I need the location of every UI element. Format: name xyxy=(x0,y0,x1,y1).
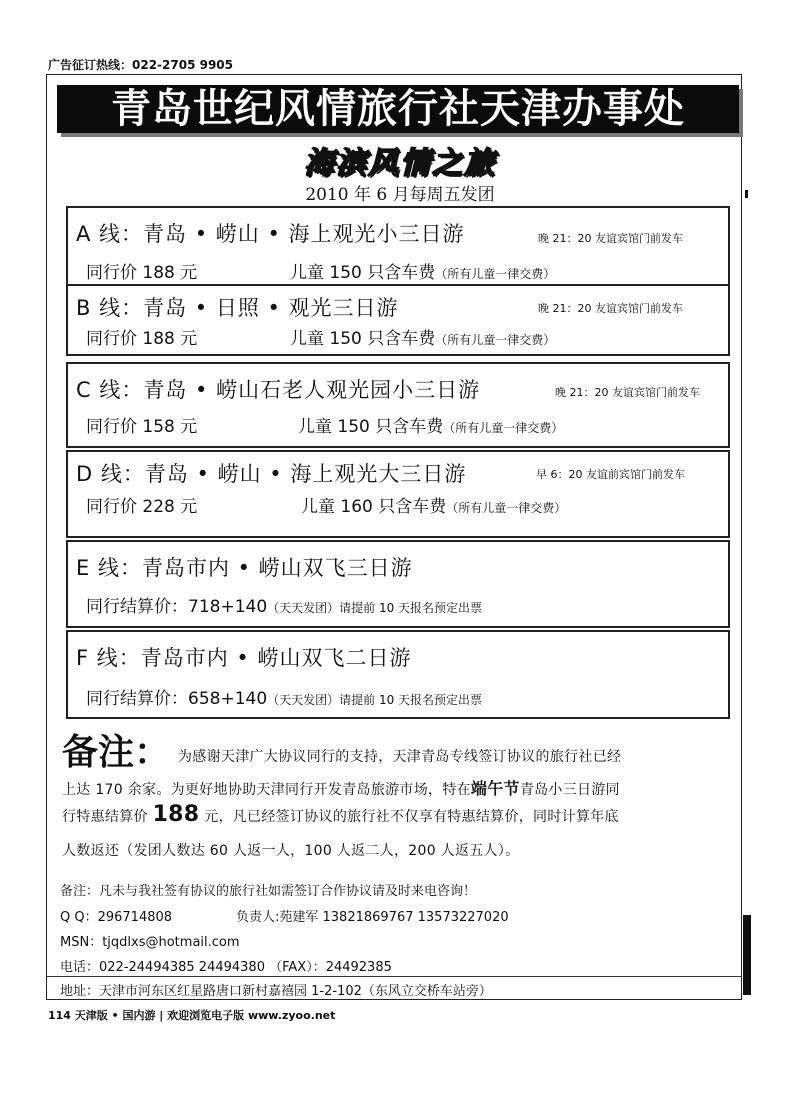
settlement-price: 同行结算价：658+140 xyxy=(86,689,268,709)
remarks-line-1: 为感谢天津广大协议同行的支持，天津青岛专线签订协议的旅行社已经 xyxy=(178,749,622,765)
child-price-note: （所有儿童一律交费） xyxy=(435,333,556,347)
child-price-note: （所有儿童一律交费） xyxy=(446,501,567,515)
contact-address: 地址：天津市河东区红星路唐口新村嘉禧园 1-2-102（东风立交桥车站旁） xyxy=(60,984,492,999)
contact-person: 负责人:苑建军 13821869767 13573227020 xyxy=(236,910,509,925)
remarks-line-4: 人数返还（发团人数达 60 人返一人，100 人返二人，200 人返五人）。 xyxy=(62,843,520,859)
route-child-price xyxy=(301,492,566,517)
child-price-text: 儿童 150 只含车费 xyxy=(290,329,436,349)
route-list xyxy=(66,206,730,719)
settlement-note: （天天发团）请提前 10 天报名预定出票 xyxy=(267,601,483,615)
contact-note: 备注：凡未与我社签有协议的旅行社如需签订合作协议请及时来电咨询！ xyxy=(60,884,477,899)
subtitle: 海滨风情之旅 xyxy=(304,146,496,181)
route-settlement xyxy=(86,592,482,617)
remarks-text: 行特惠结算价 xyxy=(62,809,153,825)
route-departure: 晚 21：20 友谊宾馆门前发车 xyxy=(538,302,683,315)
route-card-d xyxy=(66,450,730,538)
route-child-price xyxy=(290,258,555,283)
route-name: F 线：青岛市内 • 崂山双飞二日游 xyxy=(76,646,412,670)
route-name: B 线：青岛 • 日照 • 观光三日游 xyxy=(76,296,399,320)
contact-phone: 电话：022-24494385 24494380 （FAX）：24492385 xyxy=(60,960,392,975)
route-child-price xyxy=(298,412,563,437)
child-price-note: （所有儿童一律交费） xyxy=(435,267,556,281)
remarks-text: 元，凡已经签订协议的旅行社不仅享有特惠结算价，同时计算年底 xyxy=(199,809,619,825)
child-price-text: 儿童 160 只含车费 xyxy=(301,497,447,517)
page-footer: 114 天津版 • 国内游 | 欢迎浏览电子版 www.zyoo.net xyxy=(48,1009,336,1022)
route-departure: 早 6：20 友谊前宾馆门前发车 xyxy=(536,468,685,481)
remarks-text: 上达 170 余家。为更好地协助天津同行开发青岛旅游市场，特在 xyxy=(62,782,471,798)
route-price: 同行价 188 元 xyxy=(86,263,198,283)
child-price-note: （所有儿童一律交费） xyxy=(443,421,564,435)
contact-qq: Q Q：296714808 xyxy=(60,910,173,925)
banner-title: 青岛世纪风情旅行社天津办事处 xyxy=(57,85,739,133)
route-card-f xyxy=(66,630,730,719)
route-card-a xyxy=(66,206,730,286)
route-price: 同行价 158 元 xyxy=(86,417,198,437)
date-line: 2010 年 6 月每周五发团 xyxy=(305,185,495,205)
remarks-heading: 备注： xyxy=(62,732,171,773)
remarks-text: 青岛小三日游同 xyxy=(519,782,620,798)
route-name: E 线：青岛市内 • 崂山双飞三日游 xyxy=(76,556,413,580)
settlement-note: （天天发团）请提前 10 天报名预定出票 xyxy=(267,693,483,707)
divider xyxy=(46,976,742,977)
remarks-line-3 xyxy=(62,802,619,827)
route-card-e xyxy=(66,540,730,628)
route-price: 同行价 228 元 xyxy=(86,497,198,517)
child-price-text: 儿童 150 只含车费 xyxy=(290,263,436,283)
remarks-line-2 xyxy=(62,776,620,799)
route-child-price xyxy=(290,324,555,349)
route-name: C 线：青岛 • 崂山石老人观光园小三日游 xyxy=(76,378,481,402)
frame-right-bar xyxy=(743,915,751,995)
route-price: 同行价 188 元 xyxy=(86,329,198,349)
child-price-text: 儿童 150 只含车费 xyxy=(298,417,444,437)
route-departure: 晚 21：20 友谊宾馆门前发车 xyxy=(555,386,700,399)
contact-msn: MSN：tjqdlxs@hotmail.com xyxy=(60,935,240,950)
settlement-price: 同行结算价：718+140 xyxy=(86,597,268,617)
route-name: D 线：青岛 • 崂山 • 海上观光大三日游 xyxy=(76,462,467,486)
route-departure: 晚 21：20 友谊宾馆门前发车 xyxy=(538,232,683,245)
ad-hotline: 广告征订热线：022-2705 9905 xyxy=(48,58,234,72)
remarks-price: 188 xyxy=(152,802,200,827)
route-settlement xyxy=(86,684,482,709)
remarks-highlight: 端午节 xyxy=(470,779,520,798)
route-card-c xyxy=(66,362,730,448)
route-name: A 线：青岛 • 崂山 • 海上观光小三日游 xyxy=(76,222,465,246)
route-card-b xyxy=(66,284,730,356)
